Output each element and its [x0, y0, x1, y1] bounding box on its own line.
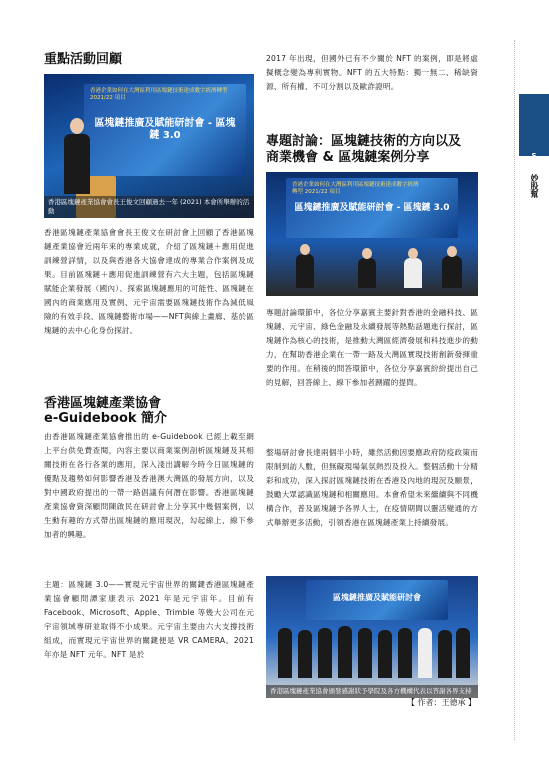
right-column — [266, 52, 478, 698]
body-paragraph: 整場研討會長達兩個半小時，雖然活動因要應政府防疫政策而限制到訪人數，但無礙現場氣氛熱烈及投入。整個活動十分精彩和成功，深入探討區塊鏈技術在香港及內地的現況及願景，鼓勵大眾認識區塊鏈和相關應用。本會希望未來繼續與不同機構合作，普及區塊鏈予各界人士，在疫情期間以靈活變通的方式舉辦更多活動，引領香港在區塊鏈產業上持續發展。 — [266, 448, 478, 527]
banner-title: 區塊鏈推廣及賦能研討會 — [333, 593, 421, 602]
body-paragraph: 主題：區塊鏈 3.0——實現元宇宙世界的關鍵香港區塊鏈產業協會顧問譚家康表示 2021 年是元宇宙年。目前有 Facebook、Microsoft、Apple、Trimble 等幾大公司在元宇宙領域專研並取得不小成果。元宇宙主要由六大支撐技術組成，而實現元宇宙世界的關鍵便是 VR CAMERA。2021 年亦是 NFT 元年。NFT 是於 — [44, 580, 254, 659]
banner-subtitle: 香港企業如何在大灣區利用區塊鏈技術達成數字經濟轉型 2021/22 項目 — [292, 182, 419, 195]
page-number: S — [531, 152, 537, 160]
section-heading-guidebook: 香港區塊鏈產業協會 e-Guidebook 簡介 — [44, 396, 168, 426]
photo-panel-discussion — [266, 172, 478, 296]
section-heading-review: 重點活動回顧 — [44, 52, 123, 67]
margin-rule — [514, 40, 515, 740]
sidebar-tab — [519, 94, 549, 156]
photo-caption: 香港區塊鏈產業協會會長王俊文回顧過去一年 (2021) 本會所舉辦的活動 — [44, 196, 254, 218]
banner-title: 區塊鏈推廣及賦能研討會 - 區塊鏈 3.0 — [94, 118, 236, 141]
author-credit: 【 作者：王德承 】 — [406, 698, 476, 707]
section-heading-panel: 專題討論：區塊鏈技術的方向以及 商業機會 & 區塊鏈案例分享 — [266, 134, 462, 165]
left-column — [44, 52, 254, 662]
body-paragraph: 2017 年出現，但國外已有不少關於 NFT 的案例，即是將虛擬概念變為專利實物。NFT 的五大特點：獨一無二、稀缺資源、所有權、不可分割以及歐詐證明。 — [266, 54, 478, 91]
section-label: 妙股幫 — [530, 174, 539, 198]
photo-speaker — [44, 74, 254, 218]
body-paragraph: 由香港區塊鏈產業協會推出的 e-Guidebook 已經上載至網上平台供免費查閱，內容主要以商業案例剖析區塊鏈及其相關技術在各行各業的應用，深入淺出講解今時今日區塊鏈的優點及趨勢如何影響香港及香港澳大灣區的發展方向，以及對中國政府提出的一帶一路倡議有何潛在影響。香港區塊鏈產業協會資深顧問陳啟民在研討會上分享其中幾個案例，以生動有趣的方式帶出區塊鏈的應用現況，勾起線上、線下參加者的興趣。 — [44, 432, 254, 539]
photo-caption: 香港區塊鏈產業協會頒發感謝狀予學院及各方機構代表以答謝各界支持 — [266, 685, 478, 698]
body-paragraph: 專題討論環節中，各位分享嘉賓主要針對香港的金融科技、區塊鏈、元宇宙、綠色金融及永續發展等熱點話題進行探討，區塊鏈作為核心的技術，是推動大灣區經濟發展和科技進步的動力，在幫助香港企業在一帶一路及大灣區實現技術創新發揮重要的作用。在稍後的問答環節中，各位分享嘉賓紛紛提出自己的見解，回答線上、線下參加者踴躍的提問。 — [266, 308, 478, 387]
photo-group — [266, 576, 478, 698]
banner-subtitle: 香港企業如何在大灣區利用區塊鏈技術達成數字經濟轉型 2021/22 項目 — [90, 88, 228, 101]
body-paragraph: 香港區塊鏈產業協會會長王俊文在研討會上回顧了香港區塊鏈產業協會近兩年來的專業成就，介紹了區塊鏈＋應用促進訓練營詳情，以及與香港各大協會達成的專業合作案例及成果。目前區塊鏈＋應用促進訓練營有六大主題，包括區塊鏈賦能企業發展（國內）、探索區塊鏈應用的可能性、區塊鏈在國內的商業應用及實例、元宇宙需要區塊鏈技術作為減低風險的有效手段、區塊鏈藝術市場——NFT與線上畫廊、基於區塊鏈的去中心化身份探討。 — [44, 228, 254, 335]
banner-title: 區塊鏈推廣及賦能研討會 - 區塊鏈 3.0 — [294, 203, 450, 213]
